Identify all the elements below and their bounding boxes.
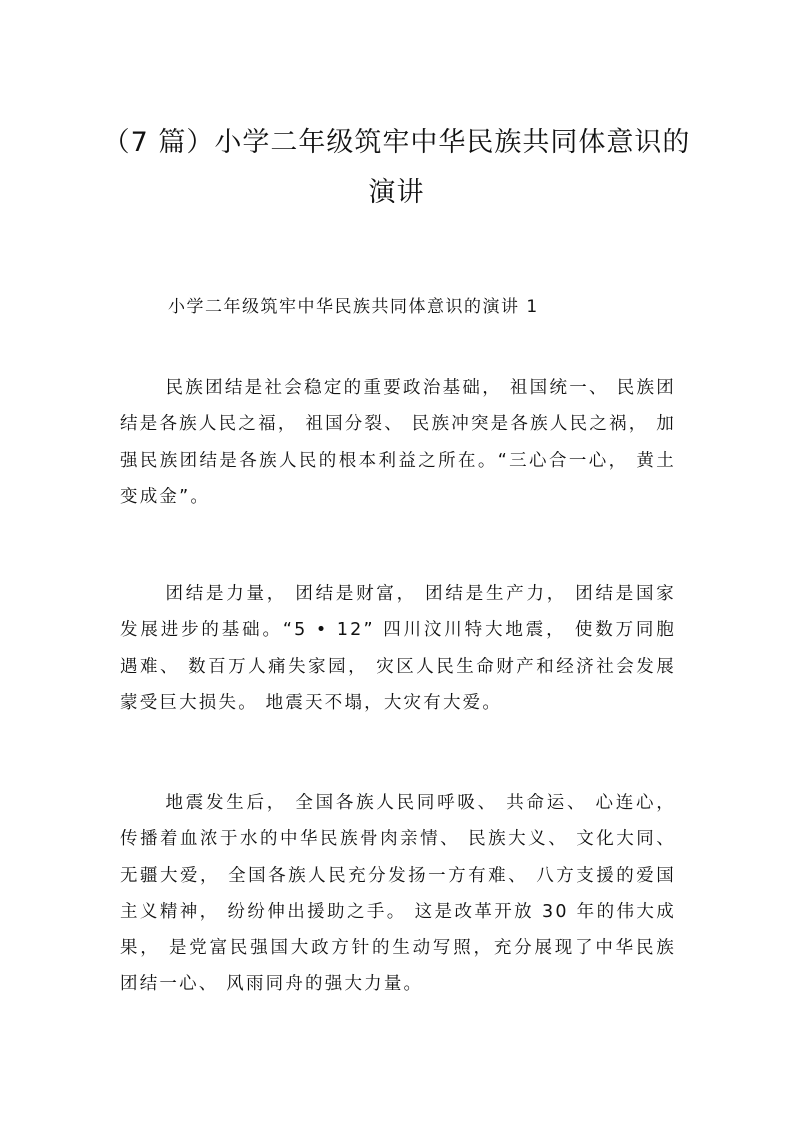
paragraph-1: 民族团结是社会稳定的重要政治基础， 祖国统一、 民族团结是各族人民之福， 祖国分裂、 民族冲突是各族人民之祸， 加强民族团结是各族人民的根本利益之所在。“三心合一心， 黄土变成金”。 [120, 378, 676, 507]
section-heading: 小学二年级筑牢中华民族共同体意识的演讲 1 [168, 297, 539, 317]
document-title: （7 篇）小学二年级筑牢中华民族共同体意识的演讲 [102, 127, 691, 208]
paragraph-3: 地震发生后， 全国各族人民同呼吸、 共命运、 心连心， 传播着血浓于水的中华民族骨肉亲情、 民族大义、 文化大同、 无疆大爱， 全国各族人民充分发扬一方有难、 八方支援的爱国主义精神， 纷纷伸出援助之手。 这是改革开放 30 年的伟大成果， 是党富民强国大政方针的生动写照，充分展现了中华民族团结一心、 风雨同舟的强大力量。 [120, 793, 676, 995]
paragraph-2: 团结是力量， 团结是财富， 团结是生产力， 团结是国家发展进步的基础。“5 • 12” 四川汶川特大地震， 使数万同胞遇难、 数百万人痛失家园， 灾区人民生命财产和经济社会发展蒙受巨大损失。 地震天不塌，大灾有大爱。 [120, 584, 676, 713]
